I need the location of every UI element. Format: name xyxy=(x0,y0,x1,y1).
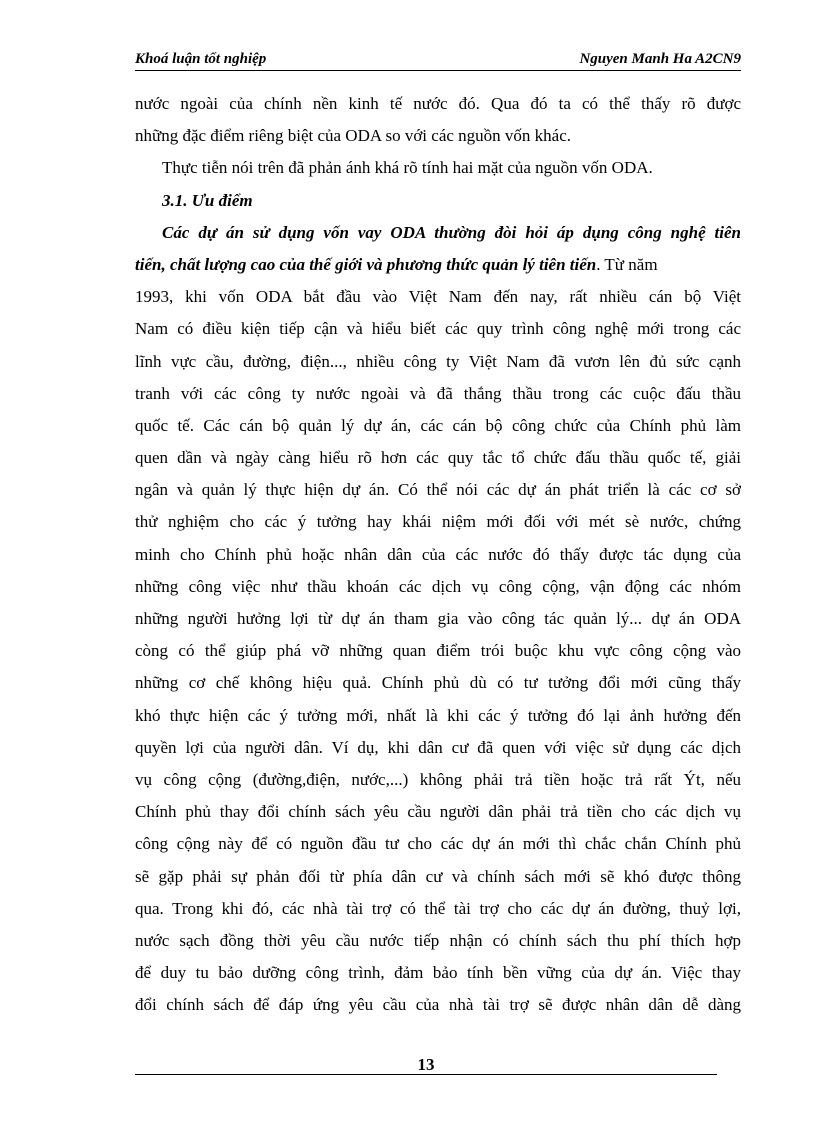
paragraph-line: 1993, khi vốn ODA bắt đầu vào Việt Nam đến nay, rất nhiều cán bộ Việt xyxy=(135,287,741,307)
paragraph-line: minh cho Chính phủ hoặc nhân dân của các nước đó thấy được tác dụng của xyxy=(135,544,741,564)
paragraph-line: ngân và quản lý thực hiện dự án. Có thể nói các dự án phát triển là các cơ sở xyxy=(135,480,741,500)
paragraph-line: còng có thể giúp phá vỡ những quan điểm trói buộc khu vực công cộng vào xyxy=(135,641,741,661)
paragraph-line: nước ngoài của chính nền kinh tế nước đó. Qua đó ta có thể thấy rõ được xyxy=(135,94,741,113)
paragraph-line: Nam có điều kiện tiếp cận và hiểu biết các quy trình công nghệ mới trong các xyxy=(135,319,741,339)
header-thesis-title: Khoá luận tốt nghiệp xyxy=(135,51,267,67)
page-header xyxy=(135,48,741,71)
paragraph-line: Các dự án sử dụng vốn vay ODA thường đòi hỏi áp dụng công nghệ tiên xyxy=(162,222,741,242)
paragraph-line: những cơ chế không hiệu quả. Chính phủ dù có tư tưởng đổi mới cũng thấy xyxy=(135,673,741,693)
paragraph-line: Thực tiễn nói trên đã phản ánh khá rõ tính hai mặt của nguồn vốn ODA. xyxy=(162,158,653,178)
paragraph-text: . Từ năm xyxy=(596,254,658,274)
paragraph-line: vụ công cộng (đường,điện, nước,...) không phải trả tiền hoặc trả rất Ýt, nếu xyxy=(135,769,741,789)
page-footer xyxy=(135,1056,717,1075)
paragraph-line: những người hưởng lợi từ dự án tham gia vào công tác quản lý... dự án ODA xyxy=(135,609,741,628)
paragraph-line: những đặc điểm riêng biệt của ODA so với các nguồn vốn khác. xyxy=(135,126,572,146)
paragraph-line: để duy tu bảo dưỡng công trình, đảm bảo tính bền vững của dự án. Việc thay xyxy=(135,963,741,983)
paragraph-line: tranh với các công ty nước ngoài và đã thắng thầu trong các cuộc đấu thầu xyxy=(135,383,741,403)
paragraph-line: quyền lợi của người dân. Ví dụ, khi dân cư đã quen với việc sử dụng các dịch xyxy=(135,737,741,757)
paragraph-line: qua. Trong khi đó, các nhà tài trợ có thể tài trợ cho các dự án đường, thuỷ lợi, xyxy=(135,898,741,918)
paragraph-line: khó thực hiện các ý tưởng mới, nhất là khi các ý tưởng đó lại ảnh hưởng đến xyxy=(135,705,741,725)
page-number: 13 xyxy=(417,1055,435,1074)
page-body xyxy=(135,88,741,1021)
header-author: Nguyen Manh Ha A2CN9 xyxy=(579,51,741,67)
section-heading: 3.1. Ưu điểm xyxy=(162,190,253,210)
paragraph-line: nước sạch đồng thời yêu cầu nước tiếp nhận có chính sách thu phí thích hợp xyxy=(135,930,741,950)
paragraph-line: quen dần và ngày càng hiểu rõ hơn các quy tắc tổ chức đấu thầu quốc tế, giải xyxy=(135,448,741,468)
paragraph-line: công cộng này để có nguồn đầu tư cho các dự án mới thì chắc chắn Chính phủ xyxy=(135,834,741,854)
paragraph-line: sẽ gặp phải sự phản đối từ phía dân cư và chính sách mới sẽ khó được thông xyxy=(135,866,741,886)
paragraph-line xyxy=(135,249,741,281)
paragraph-line: những công việc như thầu khoán các dịch vụ công cộng, vận động các nhóm xyxy=(135,576,741,596)
paragraph-line: quốc tế. Các cán bộ quản lý dự án, các cán bộ công chức của Chính phủ làm xyxy=(135,415,741,435)
emphasis-text: tiến, chất lượng cao của thế giới và phương thức quản lý tiên tiến xyxy=(135,254,597,274)
paragraph-line: Chính phủ thay đổi chính sách yêu cầu người dân phải trả tiền cho các dịch vụ xyxy=(135,802,741,822)
paragraph-line: thử nghiệm cho các ý tưởng hay khái niệm mới đối với mét sè nước, chứng xyxy=(135,512,741,532)
paragraph-line: đổi chính sách để đáp ứng yêu cầu của nhà tài trợ sẽ được nhân dân dễ dàng xyxy=(135,995,741,1015)
paragraph-line: lĩnh vực cầu, đường, điện..., nhiều công ty Việt Nam đã vươn lên đủ sức cạnh xyxy=(135,351,741,371)
